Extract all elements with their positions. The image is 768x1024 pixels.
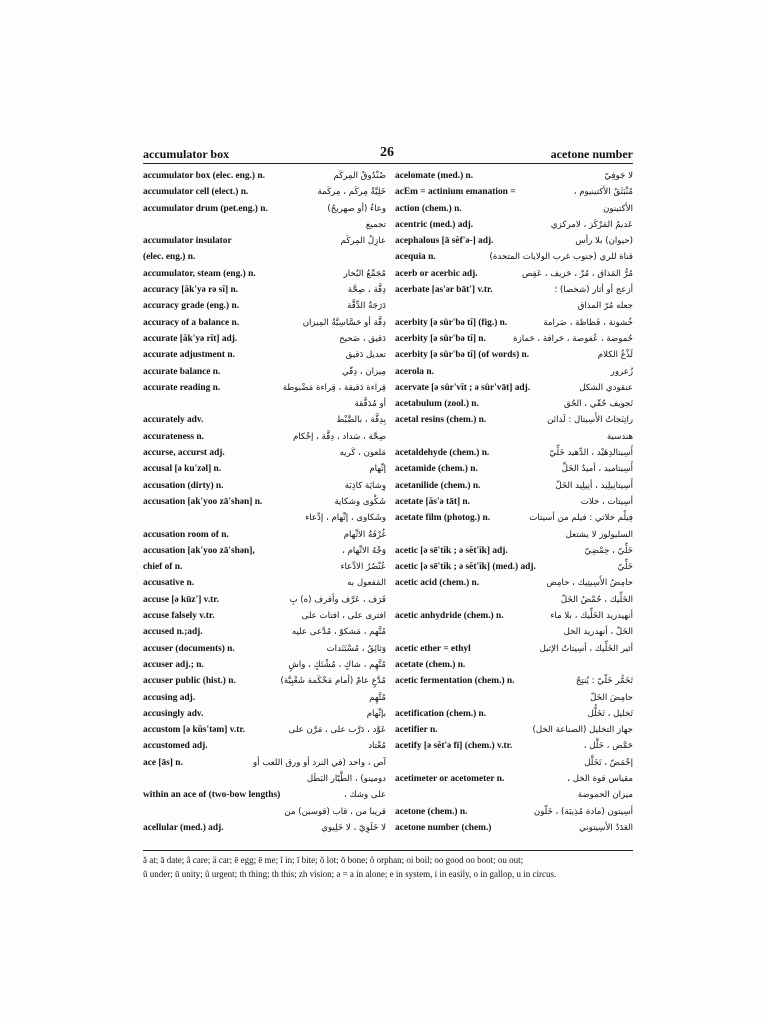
dictionary-entry xyxy=(143,559,386,575)
dictionary-entry xyxy=(395,233,633,249)
entry-headword: accuser (documents) n. xyxy=(143,643,235,654)
entry-arabic-translation: دَقيق ، صَحيح xyxy=(339,333,386,344)
entry-headword: acetaldehyde (chem.) n. xyxy=(395,448,490,459)
entry-arabic-translation: لا خَلَوِيّ ، لا خَلِيوي xyxy=(321,822,386,833)
dictionary-entry xyxy=(143,315,386,331)
dictionary-entry xyxy=(395,331,633,347)
entry-headword: accustom [ə kŭs'təm] v.tr. xyxy=(143,725,245,736)
entry-arabic-translation: وَثائِقُ ، مُسْتَنَدات xyxy=(326,643,386,654)
entry-headword: acetification (chem.) n. xyxy=(395,708,487,719)
dictionary-entry xyxy=(395,787,633,803)
header-last-entry: acetone number xyxy=(550,147,633,161)
entry-headword: accumulator, steam (eng.) n. xyxy=(143,268,256,279)
entry-headword: accumulator insulator xyxy=(143,236,232,247)
entry-arabic-translation: مُعْتاد xyxy=(368,741,386,752)
entry-headword: acetate (chem.) n. xyxy=(395,659,466,670)
dictionary-entry xyxy=(143,771,386,787)
entry-arabic-translation: دَرَجَةُ الدِّقَّة xyxy=(347,301,386,312)
entry-arabic-translation: خَلِّيّ ، حِمْضِيّ xyxy=(584,545,633,556)
dictionary-entry xyxy=(395,347,633,363)
entry-headword: accusingly adv. xyxy=(143,708,204,719)
left-column xyxy=(143,168,386,836)
entry-headword: accurateness n. xyxy=(143,431,204,442)
entry-headword: accumulator box (elec. eng.) n. xyxy=(143,171,265,181)
entry-headword: acellular (med.) adj. xyxy=(143,822,224,833)
entry-headword: acetic fermentation (chem.) n. xyxy=(395,676,515,687)
dictionary-entry xyxy=(395,673,633,689)
entry-arabic-translation: حَمَّض ، خَلَّل ، xyxy=(583,741,633,752)
entry-arabic-translation: مُتَّهم ، مَشكوّ ، مُدَّعى عليه xyxy=(291,627,386,638)
entry-headword: accurate adjustment n. xyxy=(143,350,235,361)
entry-headword: accusal [ə ku'zəl] n. xyxy=(143,464,222,475)
entry-arabic-translation: أثير الخَلِّيك ، أسِيتاتُ الإثيل xyxy=(539,643,633,654)
dictionary-entry xyxy=(143,282,386,298)
entry-arabic-translation: افترى على ، افتات على xyxy=(301,611,386,622)
entry-arabic-translation: خُشونة ، فَظاظة ، صَرامة xyxy=(543,317,633,328)
dictionary-entry xyxy=(395,608,633,624)
entry-headword: accuser adj.; n. xyxy=(143,659,204,670)
dictionary-entry xyxy=(143,201,386,217)
dictionary-entry xyxy=(395,771,633,787)
dictionary-entry xyxy=(143,575,386,591)
entry-arabic-translation: بِدِقَّة ، بالضَّبْط xyxy=(336,415,386,426)
entry-arabic-translation: راتِنَجاتُ الأَسِيتال : لَدائن xyxy=(547,415,633,426)
entry-arabic-translation: عنقودي الشكل xyxy=(579,382,633,393)
footer-rule xyxy=(143,850,633,851)
entry-headword: accuser public (hist.) n. xyxy=(143,676,236,687)
entry-headword: accusation (dirty) n. xyxy=(143,480,224,491)
dictionary-entry xyxy=(143,641,386,657)
dictionary-entry xyxy=(143,592,386,608)
entry-arabic-translation: مُنْبَثَقُ الأكتينيوم ، xyxy=(573,187,633,198)
dictionary-entry xyxy=(143,624,386,640)
page-number: 26 xyxy=(380,145,394,160)
entry-arabic-translation: قناة للري (جنوب غرب الولايات المتحدة) xyxy=(489,252,633,263)
entry-arabic-translation: قريبا من ، قاب (قوسين) من xyxy=(284,806,386,817)
entry-arabic-translation: عَوَّد ، دَرَّب على ، مَرَّن على xyxy=(288,725,386,736)
entry-arabic-translation: قِراءة دَقيقة ، قِراءة مَضْبوطة xyxy=(282,382,386,393)
right-column xyxy=(395,168,633,836)
dictionary-entry xyxy=(143,266,386,282)
entry-arabic-translation: المَفعول به xyxy=(347,578,386,589)
dictionary-entry xyxy=(143,478,386,494)
header-rule xyxy=(143,163,633,164)
pronunciation-key xyxy=(143,854,638,881)
dictionary-entry xyxy=(143,657,386,673)
entry-headword: accuracy grade (eng.) n. xyxy=(143,301,240,312)
entry-arabic-translation: آص ، واحد (في النرد أو ورق اللعب أو xyxy=(252,757,386,768)
entry-headword: ace [ās] n. xyxy=(143,757,183,768)
entry-headword: acetate film (photog.) n. xyxy=(395,513,491,524)
dictionary-entry xyxy=(395,820,633,836)
entry-arabic-translation: تَخليل ، تَخَلُّل xyxy=(587,708,633,719)
entry-headword: accused n.;adj. xyxy=(143,627,203,638)
entry-headword xyxy=(143,217,386,233)
dictionary-entry xyxy=(395,657,633,673)
dictionary-entry xyxy=(143,738,386,754)
entry-arabic-translation: أسِيتون (مادة مُذِيبَة) ، خَلّون xyxy=(533,806,633,817)
entry-headword: acetifier n. xyxy=(395,725,438,736)
dictionary-entry xyxy=(395,364,633,380)
entry-headword: acetone number (chem.) xyxy=(395,822,492,833)
dictionary-entry xyxy=(143,233,386,249)
entry-headword: acEm = actinium emanation = xyxy=(395,187,516,198)
dictionary-entry xyxy=(143,608,386,624)
pronunciation-key-line-2: ŭ under; ū unity; û urgent; th thing; th this; zh vision; ə = a in alone; e in system, i in easily, o in gallop, u in circus. xyxy=(143,868,557,879)
dictionary-entry xyxy=(143,249,386,265)
dictionary-entry xyxy=(395,184,633,200)
dictionary-entry xyxy=(395,494,633,510)
entry-arabic-translation: (حيوان) بلا رأس xyxy=(575,236,633,247)
entry-arabic-translation: مِيزان ، دِقّي xyxy=(342,366,386,377)
dictionary-entry xyxy=(143,820,386,836)
dictionary-entry xyxy=(143,347,386,363)
entry-arabic-translation: وشَكاوى ، إتِّهام ، إدِّعاء xyxy=(305,513,386,524)
dictionary-entry xyxy=(395,249,633,265)
entry-headword: (elec. eng.) n. xyxy=(143,252,196,263)
dictionary-entry xyxy=(395,641,633,657)
entry-arabic-translation: غُرْفَةُ الاتِّهام xyxy=(343,529,386,540)
entry-arabic-translation: عَديمُ المَرْكَز ، لامركزي xyxy=(550,219,633,230)
entry-headword: accurately adv. xyxy=(143,415,204,426)
entry-arabic-translation: هندسية xyxy=(606,431,633,442)
dictionary-entry xyxy=(395,690,633,706)
entry-arabic-translation: أسِيتات ، خلات xyxy=(580,496,633,507)
entry-headword: chief of n. xyxy=(143,562,183,573)
entry-arabic-translation: وِشايَة كاذِبَة xyxy=(344,480,386,491)
dictionary-entry xyxy=(395,266,633,282)
dictionary-entry xyxy=(395,201,633,217)
entry-arabic-translation: عازِلُ المِركَم xyxy=(340,236,386,247)
entry-arabic-translation: العَدَدُ الأسِيتوني xyxy=(579,822,633,833)
dictionary-entry xyxy=(395,575,633,591)
entry-arabic-translation: حامِضَ الخَلّ xyxy=(590,692,633,703)
entry-headword: acerbity [ə sûr'bə tĭ] n. xyxy=(395,333,486,344)
entry-headword: accumulator drum (pet.eng.) n. xyxy=(143,203,268,214)
dictionary-entry xyxy=(395,315,633,331)
entry-headword: acetic ether = ethyl xyxy=(395,643,471,654)
entry-arabic-translation: أنهيدريد الخَلِّيك ، بلا ماء xyxy=(550,611,633,622)
dictionary-entry xyxy=(143,527,386,543)
entry-arabic-translation: صُنْدُوقُ المِركَم xyxy=(333,171,386,181)
dictionary-entry xyxy=(395,168,633,184)
entry-arabic-translation: تَجويف حُقّي ، الحُق xyxy=(563,399,633,410)
dictionary-entry xyxy=(143,804,386,820)
entry-arabic-translation: إحْمَضّ ، تَخَلَّل xyxy=(584,757,633,768)
entry-headword: accuracy [ăk'yə rə sĭ] n. xyxy=(143,285,239,296)
entry-headword: accurate reading n. xyxy=(143,382,221,393)
entry-headword: accumulator cell (elect.) n. xyxy=(143,187,249,198)
dictionary-entry xyxy=(395,478,633,494)
entry-headword: acetate [ăs'ə tāt] n. xyxy=(395,496,470,507)
dictionary-entry xyxy=(143,690,386,706)
entry-arabic-translation: صِحَّة ، سَداد ، دِقَّة ، إحْكام xyxy=(292,431,386,442)
dictionary-entry xyxy=(143,331,386,347)
entry-arabic-translation: أَسِيتانِيلِيد ، أنِيلِيد الخَلّ xyxy=(555,480,633,491)
entry-arabic-translation: دِقَّة أو حَسَّاسِيَّةُ المِيزان xyxy=(302,317,386,328)
entry-arabic-translation: مُتَّهِم xyxy=(369,692,386,703)
entry-arabic-translation: قَرَف ، عَرَّف وأقرف (ه) بِ xyxy=(289,594,386,605)
dictionary-entry xyxy=(143,543,386,559)
entry-arabic-translation: جهاز التخليل (الصناعة الخل) xyxy=(532,725,633,736)
entry-headword: acephalous [ā sĕf'ə-] adj. xyxy=(395,236,494,247)
dictionary-entry xyxy=(143,755,386,771)
entry-arabic-translation: الخَلّ ، أنهدريد الخل xyxy=(563,627,633,638)
dictionary-entry xyxy=(395,396,633,412)
entry-arabic-translation: فِيلْم خلاتي : فيلم من أسيتات xyxy=(529,513,633,524)
entry-headword: accuracy of a balance n. xyxy=(143,317,240,328)
entry-headword: acervate [ə sûr'vĭt ; ə sûr'vāt] adj. xyxy=(395,382,531,393)
entry-arabic-translation: أزعج أو أثار (شخصا) ؛ xyxy=(554,285,633,296)
dictionary-entry xyxy=(395,624,633,640)
entry-arabic-translation: الأكتينون xyxy=(603,203,633,214)
entry-arabic-translation: زُعرور xyxy=(610,366,633,377)
entry-headword: acentric (med.) adj. xyxy=(395,219,474,230)
dictionary-entry xyxy=(395,445,633,461)
entry-headword xyxy=(395,429,633,445)
dictionary-entry xyxy=(395,722,633,738)
dictionary-entry xyxy=(395,592,633,608)
dictionary-entry xyxy=(395,738,633,754)
dictionary-entry xyxy=(143,298,386,314)
entry-headword xyxy=(143,396,386,412)
entry-headword: accurate [ăk'yə rĭt] adj. xyxy=(143,333,238,344)
dictionary-entry xyxy=(395,282,633,298)
entry-arabic-translation: لَذْعُ الكلام xyxy=(597,350,633,361)
entry-headword: accurate balance n. xyxy=(143,366,221,377)
entry-headword: acerola n. xyxy=(395,366,434,377)
entry-arabic-translation: مُتَّهِم ، شاكٍ ، مُشْتَكٍ ، واشٍ xyxy=(288,659,386,670)
entry-arabic-translation: دومينو) ، الطَّيّار البَطَل xyxy=(306,773,386,784)
entry-headword: acerbate [as'ər bāt'] v.tr. xyxy=(395,285,493,296)
entry-headword: action (chem.) n. xyxy=(395,203,462,214)
entry-headword: within an ace of (two-bow lengths) xyxy=(143,790,281,801)
entry-headword: acetabulum (zool.) n. xyxy=(395,399,479,410)
pronunciation-key-line-1: ă at; ā date; â care; ä car; ē egg; ē me; ĭ in; ī bite; ŏ lot; ō bone; ô orphan; oi boil; oo good oo boot; ou out; xyxy=(143,855,524,865)
dictionary-entry xyxy=(395,412,633,428)
entry-arabic-translation: حُموضة ، عُفوصة ، حَرافة ، حَمازة xyxy=(513,333,633,344)
entry-arabic-translation: مَلعون ، كَريه xyxy=(339,448,386,459)
dictionary-entry xyxy=(395,298,633,314)
entry-headword: acetic [ə sē'tĭk ; ə sĕt'ĭk] adj. xyxy=(395,545,508,556)
entry-headword: accusation [ak'yoo zā'shən] n. xyxy=(143,496,263,507)
entry-arabic-translation: أَسِيتاميد ، أميدُ الخَلِّ xyxy=(561,464,633,475)
entry-arabic-translation: تجميع xyxy=(365,219,386,230)
entry-arabic-translation: وَجْهُ الاتِّهام ، xyxy=(342,545,386,556)
dictionary-entry xyxy=(395,706,633,722)
entry-headword: acetanilide (chem.) n. xyxy=(395,480,481,491)
entry-headword: acetimeter or acetometer n. xyxy=(395,773,505,784)
entry-arabic-translation: مُجَمِّعُ البُخار xyxy=(343,268,386,279)
dictionary-entry xyxy=(395,461,633,477)
entry-headword: accusation room of n. xyxy=(143,529,229,540)
entry-headword: acetamide (chem.) n. xyxy=(395,464,478,475)
dictionary-entry xyxy=(143,396,386,412)
dictionary-entry xyxy=(395,543,633,559)
dictionary-entry xyxy=(143,673,386,689)
entry-arabic-translation: مُدَّعٍ عامّ (أمام مَحْكَمة شَعْبِيَّة) xyxy=(280,676,386,687)
dictionary-entry xyxy=(143,364,386,380)
entry-headword: acetic anhydride (chem.) n. xyxy=(395,611,504,622)
entry-arabic-translation: عُنْصُرُ الادِّعاء xyxy=(340,562,386,573)
entry-headword: accusing adj. xyxy=(143,692,196,703)
entry-arabic-translation: خَلِّيّ xyxy=(617,562,633,573)
entry-arabic-translation: ميزان الحموضة xyxy=(577,790,633,801)
entry-headword: acerb or acerbic adj. xyxy=(395,268,478,279)
header-first-entry: accumulator box xyxy=(143,147,230,161)
entry-arabic-translation: مقياس قوة الخل ، xyxy=(567,773,633,784)
entry-arabic-translation: السليولوز لا يشتعل xyxy=(565,529,633,540)
entry-arabic-translation: حامِضُ الأَسِيتِيك ، حامِض xyxy=(546,578,633,589)
entry-headword: acerbity [ə sûr'bə tĭ] (fig.) n. xyxy=(395,317,508,328)
entry-headword: acequia n. xyxy=(395,252,436,263)
entry-headword: acetal resins (chem.) n. xyxy=(395,415,487,426)
dictionary-entry xyxy=(143,706,386,722)
entry-arabic-translation: تَخَمُّر خَلّيّ : يُنتِجُ xyxy=(575,676,633,687)
entry-arabic-translation: إتِّهام xyxy=(369,464,386,475)
entry-headword: accuse [ə kūz'] v.tr. xyxy=(143,594,219,605)
entry-headword: accurse, accurst adj. xyxy=(143,448,225,459)
entry-headword: acetic [ə sē'tĭk ; ə sĕt'ĭk] (med.) adj. xyxy=(395,562,536,573)
entry-arabic-translation: شَكْوى وشكاية xyxy=(334,496,386,507)
entry-arabic-translation: بإتِّهام xyxy=(366,708,386,719)
dictionary-entry xyxy=(143,494,386,510)
dictionary-entry xyxy=(143,168,386,184)
entry-headword: accuse falsely v.tr. xyxy=(143,611,215,622)
dictionary-entry xyxy=(143,380,386,396)
entry-arabic-translation: مُرُّ المَذاق ، مُزّ ، حَزيف ، عَفِص xyxy=(521,268,633,279)
entry-headword: accustomed adj. xyxy=(143,741,208,752)
entry-arabic-translation: جعله مُرّ المذاق xyxy=(577,301,633,312)
entry-arabic-translation: أَسِيتالدِهَيْد ، الدِّهيد خَلِّيّ xyxy=(549,448,633,459)
entry-arabic-translation: خَلِيَّةُ مِركَم ، مِركَمة xyxy=(317,187,386,198)
entry-arabic-translation: الخَلِّيك ، حُمْضُ الخَلّ xyxy=(560,594,633,605)
entry-arabic-translation: لا جَوفِيّ xyxy=(604,171,633,181)
dictionary-entry xyxy=(143,461,386,477)
dictionary-entry xyxy=(143,787,386,803)
entry-headword: acetify [ə sĕt'ə fī] (chem.) v.tr. xyxy=(395,741,513,752)
dictionary-entry xyxy=(143,445,386,461)
entry-arabic-translation: أو مُدَقَّقة xyxy=(354,399,386,410)
entry-arabic-translation: على وشك ، xyxy=(344,790,386,801)
entry-headword: acerbity [ə sûr'bə tĭ] (of words) n. xyxy=(395,350,530,361)
dictionary-entry xyxy=(395,217,633,233)
dictionary-entry xyxy=(143,217,386,233)
dictionary-entry xyxy=(143,412,386,428)
dictionary-entry xyxy=(143,722,386,738)
entry-headword: acetic acid (chem.) n. xyxy=(395,578,480,589)
entry-arabic-translation: دِقَّة ، صِحَّة xyxy=(347,285,386,296)
dictionary-entry xyxy=(143,429,386,445)
entry-headword: acelomate (med.) n. xyxy=(395,171,474,181)
dictionary-entry xyxy=(395,527,633,543)
entry-headword: accusation [ak'yoo zā'shən], xyxy=(143,545,255,556)
entry-arabic-translation: تعديل دَقيق xyxy=(345,350,386,361)
dictionary-entry xyxy=(395,380,633,396)
page-header xyxy=(143,147,633,163)
entry-headword: accusative n. xyxy=(143,578,195,589)
dictionary-entry xyxy=(143,184,386,200)
entry-arabic-translation: وعاءُ (أو صهريجُ) xyxy=(327,203,386,214)
entry-headword: acetone (chem.) n. xyxy=(395,806,468,817)
dictionary-entry xyxy=(395,755,633,771)
dictionary-entry xyxy=(395,510,633,526)
dictionary-entry xyxy=(143,510,386,526)
dictionary-entry xyxy=(395,804,633,820)
dictionary-entry xyxy=(395,559,633,575)
dictionary-entry xyxy=(395,429,633,445)
